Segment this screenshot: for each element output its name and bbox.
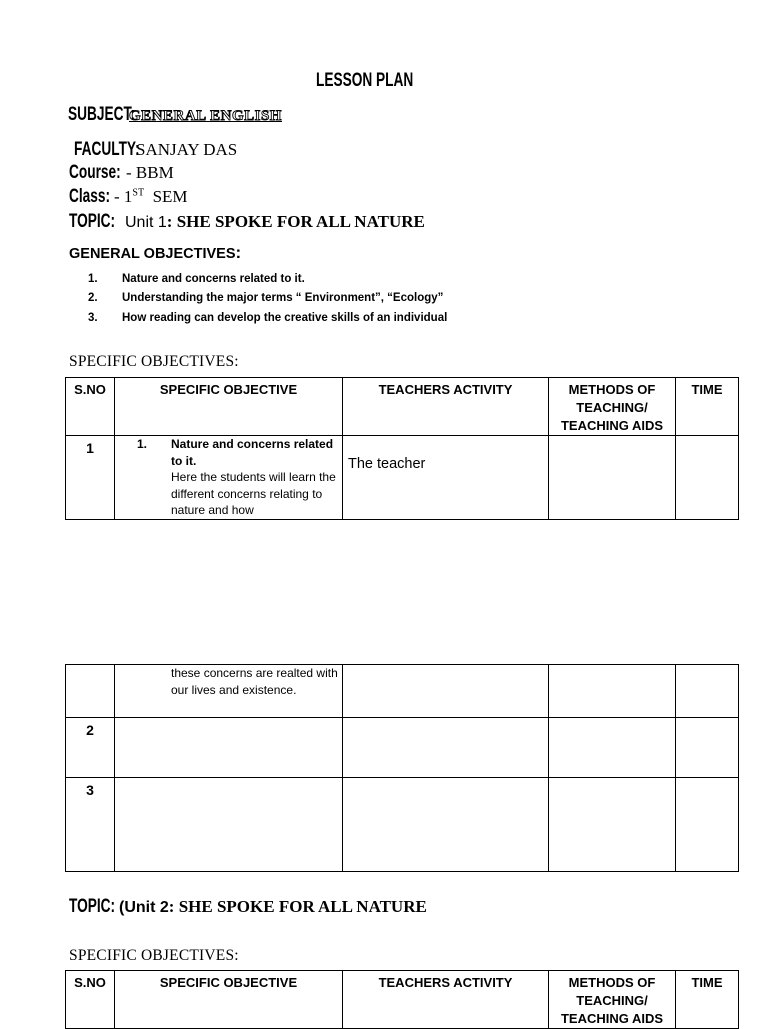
row-1-cont-objective: these concerns are realted with our lives and existence. <box>115 665 343 718</box>
topic-2-label: TOPIC: <box>69 896 116 917</box>
header-methods: METHODS OF TEACHING/ TEACHING AIDS <box>549 378 676 436</box>
header-teachers-activity: TEACHERS ACTIVITY <box>343 971 549 1029</box>
topic-2-unit: (Unit 2 <box>119 899 169 916</box>
header-time: TIME <box>676 378 739 436</box>
header-sno: S.NO <box>66 378 115 436</box>
subject-line <box>68 104 282 126</box>
table-header-row <box>66 971 739 1029</box>
objectives-table-2 <box>65 664 739 872</box>
row-1-objective-text: Here the students will learn the different concerns relating to nature and how <box>171 470 336 517</box>
subject-value: GENERAL ENGLISH <box>129 108 282 124</box>
table-row <box>66 436 739 520</box>
table-row <box>66 718 739 778</box>
faculty-line <box>74 139 237 161</box>
row-3-sno: 3 <box>66 778 115 872</box>
row-2-sno: 2 <box>66 718 115 778</box>
row-1-cont-sno <box>66 665 115 718</box>
general-objectives-heading: GENERAL OBJECTIVES: <box>69 243 242 262</box>
specific-objectives-label-2: SPECIFIC OBJECTIVES: <box>69 947 239 964</box>
list-item: 3. How reading can develop the creative skills of an individual <box>88 312 448 324</box>
faculty-value: SANJAY DAS <box>136 140 238 159</box>
topic-2-line <box>69 896 427 918</box>
header-specific-objective: SPECIFIC OBJECTIVE <box>115 378 343 436</box>
row-1-sno: 1 <box>66 436 115 520</box>
objectives-table-1 <box>65 377 739 520</box>
course-label: Course: <box>69 162 121 183</box>
table-row <box>66 665 739 718</box>
objectives-table-3 <box>65 970 739 1029</box>
row-1-teachers-activity: The teacher <box>343 436 549 520</box>
row-1-time <box>676 436 739 520</box>
header-sno: S.NO <box>66 971 115 1029</box>
header-time: TIME <box>676 971 739 1029</box>
class-line <box>69 186 188 208</box>
topic-1-line <box>69 211 425 233</box>
document-title: LESSON PLAN <box>316 70 414 91</box>
header-methods: METHODS OF TEACHING/ TEACHING AIDS <box>549 971 676 1029</box>
faculty-label: FACULTY: <box>74 139 140 160</box>
table-header-row <box>66 378 739 436</box>
list-item: 2. Understanding the major terms “ Environment”, “Ecology” <box>88 292 444 304</box>
class-value: - 1ST SEM <box>114 187 188 206</box>
row-1-objective: 1. Nature and concerns related to it. Here the students will learn the different concerns relating to nature and how <box>115 436 343 520</box>
course-value: - BBM <box>126 163 174 182</box>
subject-label: SUBJECT: <box>68 104 135 125</box>
header-teachers-activity: TEACHERS ACTIVITY <box>343 378 549 436</box>
table-row <box>66 778 739 872</box>
specific-objectives-label: SPECIFIC OBJECTIVES: <box>69 353 239 370</box>
topic-1-label: TOPIC: <box>69 211 116 232</box>
list-item: 1. Nature and concerns related to it. <box>88 273 305 285</box>
row-1-objective-title: Nature and concerns related to it. <box>171 437 334 468</box>
topic-2-value: : SHE SPOKE FOR ALL NATURE <box>168 897 427 916</box>
row-1-methods <box>549 436 676 520</box>
course-line <box>69 162 174 184</box>
header-specific-objective: SPECIFIC OBJECTIVE <box>115 971 343 1029</box>
class-label: Class: <box>69 186 111 207</box>
topic-1-value: : SHE SPOKE FOR ALL NATURE <box>166 212 425 231</box>
topic-1-unit: Unit 1 <box>125 214 167 231</box>
